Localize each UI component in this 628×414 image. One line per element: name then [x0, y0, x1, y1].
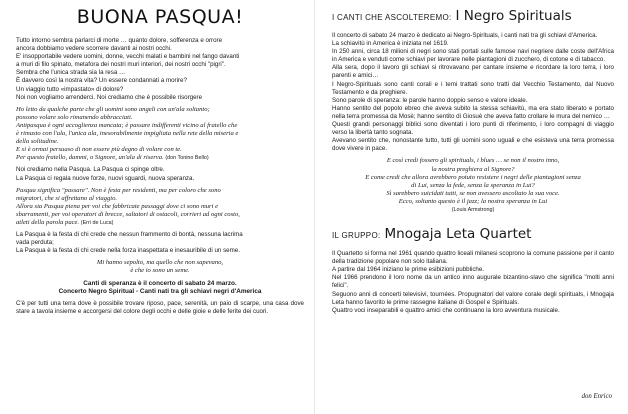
- body-line: La Pasqua ci regala nuove forze, nuovi sguardi, nuova speranza.: [16, 174, 195, 182]
- body-paragraph: Avevano sentito che, nonostante tutto, tutti gli uomini sono uguali e che esisteva una terra promessa dove vivere in pace.: [332, 137, 614, 153]
- body-paragraph: Sono parole di speranza: le parole hanno doppio senso e valore ideale.: [332, 96, 528, 104]
- quote-line: è rimasto con l'ala, l'unica ala, inesorabilmente impigliata nella rete della miseria e: [16, 130, 239, 138]
- body-paragraph: I Negro-Spirituals sono canti corali e i temi trattati sono tratti dal Vecchio Testamento, dal Nuovo Testamento e da preghiere.: [332, 80, 614, 96]
- intro-block: [16, 37, 304, 102]
- body-paragraph: In 250 anni, circa 18 milioni di negri sono stati portati sulle famose navi negriere dalle coste dell'Africa in America e venduti come schiavi per lavorare nelle piantagioni di zucchero, di cotone e di tabacco.: [332, 48, 614, 64]
- intro-line: Tutto intorno sembra parlarci di morte … quanto dolore, sofferenza e orrore: [16, 37, 223, 44]
- page-title: BUONA PASQUA!: [76, 6, 244, 28]
- body-paragraph: Seguono anni di concerti televisivi, tournées. Propugnatori del valore corale degli spirituals, i Mnogaja Leta hanno favorito le prime rassegne italiane di Gospel e Spirituals.: [332, 290, 614, 306]
- body-paragraph: A partire dal 1964 iniziano le prime esibizioni pubbliche.: [332, 266, 485, 274]
- section-header-songs: [332, 8, 614, 24]
- intro-line: E' insopportabile vedere uomini, donne, vecchi malati e bambini nel fango davanti: [16, 53, 240, 61]
- spirituals-text: [332, 32, 614, 153]
- section-header-group: [332, 226, 614, 242]
- quote-credit: (Erri de Luca): [80, 219, 114, 226]
- body-paragraph: Questi grandi personaggi biblici sono diventati i loro punti di riferimento, i loro compagni di viaggio verso la libertà tanto sognata.: [332, 121, 614, 137]
- signature: don Enrico: [581, 393, 612, 400]
- quote-line: Antipasqua è ogni accoglienza mancata; è passare indifferenti vicino al fratello che: [16, 121, 238, 129]
- concert-announcement: [16, 280, 304, 297]
- body-paragraph: Il Quartetto si forma nel 1961 quando quattro liceali milanesi scoprono la comune passione per il canto della tradizione popolare non solo italiana.: [332, 250, 614, 266]
- armstrong-quote: [332, 157, 614, 214]
- poem-line: Mi hanno sepolto, ma quello che non sapevano,: [96, 259, 224, 267]
- quote-text: atleti della parola pace.: [16, 218, 80, 226]
- quote-line: E si è ormai persuaso di non essere più degno di volare con te.: [16, 146, 182, 154]
- body-paragraph: La schiavitù in America è iniziata nel 1619.: [332, 40, 449, 48]
- quote-credit: (Louis Armstrong): [451, 206, 495, 213]
- body-line: vada perduta;: [16, 239, 54, 247]
- quote-line: Ho letto da qualche parte che gli uomini sono angeli con un'ala soltanto;: [16, 105, 210, 113]
- quote-line: Allora sia Pasqua piena per voi che fabbricate passaggi dove ci sono muri e: [16, 202, 218, 210]
- concert-line: Concerto Negro Spiritual - Canti nati tra gli schiavi negri d'America: [58, 287, 262, 295]
- body-line: Noi crediamo nella Pasqua. La Pasqua ci spinge oltre.: [16, 166, 165, 174]
- quote-line: [16, 219, 304, 227]
- intro-line: È davvero così la nostra vita? Un essere condannati a morire?: [16, 77, 187, 85]
- intro-line: Un viaggio tutto «impastato» di dolore?: [16, 85, 124, 93]
- section-lead: I CANTI CHE ASCOLTEREMO:: [332, 13, 452, 22]
- quote-line: della solitudine.: [16, 138, 59, 146]
- body-line: La Pasqua è la festa di chi crede che nessun frammento di bontà, nessuna lacrima: [16, 231, 243, 239]
- intro-line: Noi non vogliamo arrenderci. Noi crediamo che è possibile risorgere: [16, 93, 203, 101]
- quote-line: Sì sarebbero suicidati tutti, se non avessero ascoltato la sua voce.: [386, 189, 560, 197]
- section-name: Mnogaja Leta Quartet: [384, 226, 532, 243]
- body-paragraph: Quattro voci inseparabili e quattro amici che continuano la loro avventura musicale.: [332, 306, 560, 314]
- quote-line: Pasqua significa "passare". Non è festa per residenti, ma per coloro che sono: [16, 186, 221, 194]
- quote-line: Ecco, soltanto questo è il jazz; la nostra speranza in Lui: [398, 197, 548, 205]
- quote-line: la nostra preghiera al Signore?: [431, 165, 515, 173]
- quote-line: sbarramenti, per voi operatori di brecce, saltatori di ostacoli, corrieri ad ogni costo,: [16, 210, 240, 218]
- intro-line: ancora dobbiamo vedere scorrere davanti ai nostri occhi.: [16, 45, 172, 53]
- quartet-text: [332, 250, 614, 315]
- seed-poem: [16, 259, 304, 275]
- body-paragraph: Hanno sentito del popolo ebreo che aveva subito la stessa schiavitù, ma era stato liberato e portato nella terra promessa da Mosè; hanno sentito di Giosuè che aveva fatto crollare le mura del nemico …: [332, 104, 614, 120]
- quote-line: E come credi che allora avrebbero potuto resistere i negri delle piantagioni senza: [365, 173, 581, 181]
- erri-de-luca-quote: [16, 187, 304, 227]
- celebrate-block: [16, 166, 304, 182]
- quote-line: possono volare solo rimanendo abbracciati.: [16, 113, 133, 121]
- intro-line: Sembra che l'unica strada sia la resa …: [16, 69, 126, 77]
- body-line: La Pasqua è la festa di chi crede nella forza inaspettata e inesauribile di un seme.: [16, 247, 240, 255]
- quote-line: di Lui, senza la fede, senza la speranza in Lui?: [411, 181, 535, 189]
- body-paragraph: Nel 1966 prendono il loro nome da un antico inno augurale bizantino-slavo che significa "molti anni felici".: [332, 274, 614, 290]
- section-lead: IL GRUPPO:: [332, 231, 381, 241]
- tonino-bello-quote: [16, 106, 304, 163]
- quote-line: migratori, che si affrettano al viaggio.: [16, 194, 118, 202]
- quote-line: [16, 154, 304, 162]
- body-paragraph: Il concerto di sabato 24 marzo è dedicato ai Negro-Spirituals, i canti nati tra gli schiavi d'America.: [332, 32, 598, 39]
- poem-line: è che io sono un seme.: [130, 267, 190, 275]
- right-column: [314, 0, 628, 414]
- concert-line: Canti di speranza è il concerto di sabato 24 marzo.: [83, 279, 237, 287]
- quote-text: Per questo fratello, dammi, o Signore, un'ala di riserva.: [16, 154, 164, 162]
- intro-line: a muri di filo spinato, metafora dei nostri muri interiori, dei nostri occhi "pigri".: [16, 61, 226, 69]
- body-paragraph: Alla sera, dopo il lavoro gli schiavi si ritrovavano per cantare insieme e ricordare la loro terra, i loro parenti e amici…: [332, 64, 614, 80]
- closing-paragraph: C'è per tutti una terra dove è possibile trovare riposo, pace, serenità, un paio di scarpe, una casa dove stare a tavola insieme e accorgersi del colore degli occhi e delle gioie e delle ferite dei cuori.: [16, 300, 304, 316]
- feast-block: [16, 231, 304, 255]
- quote-line: E così credi fossero gli spirituals, i blues … se non il nostro inno,: [386, 157, 560, 165]
- quote-credit: (don Tonino Bello): [165, 155, 209, 162]
- section-name: I Negro Spirituals: [455, 8, 572, 24]
